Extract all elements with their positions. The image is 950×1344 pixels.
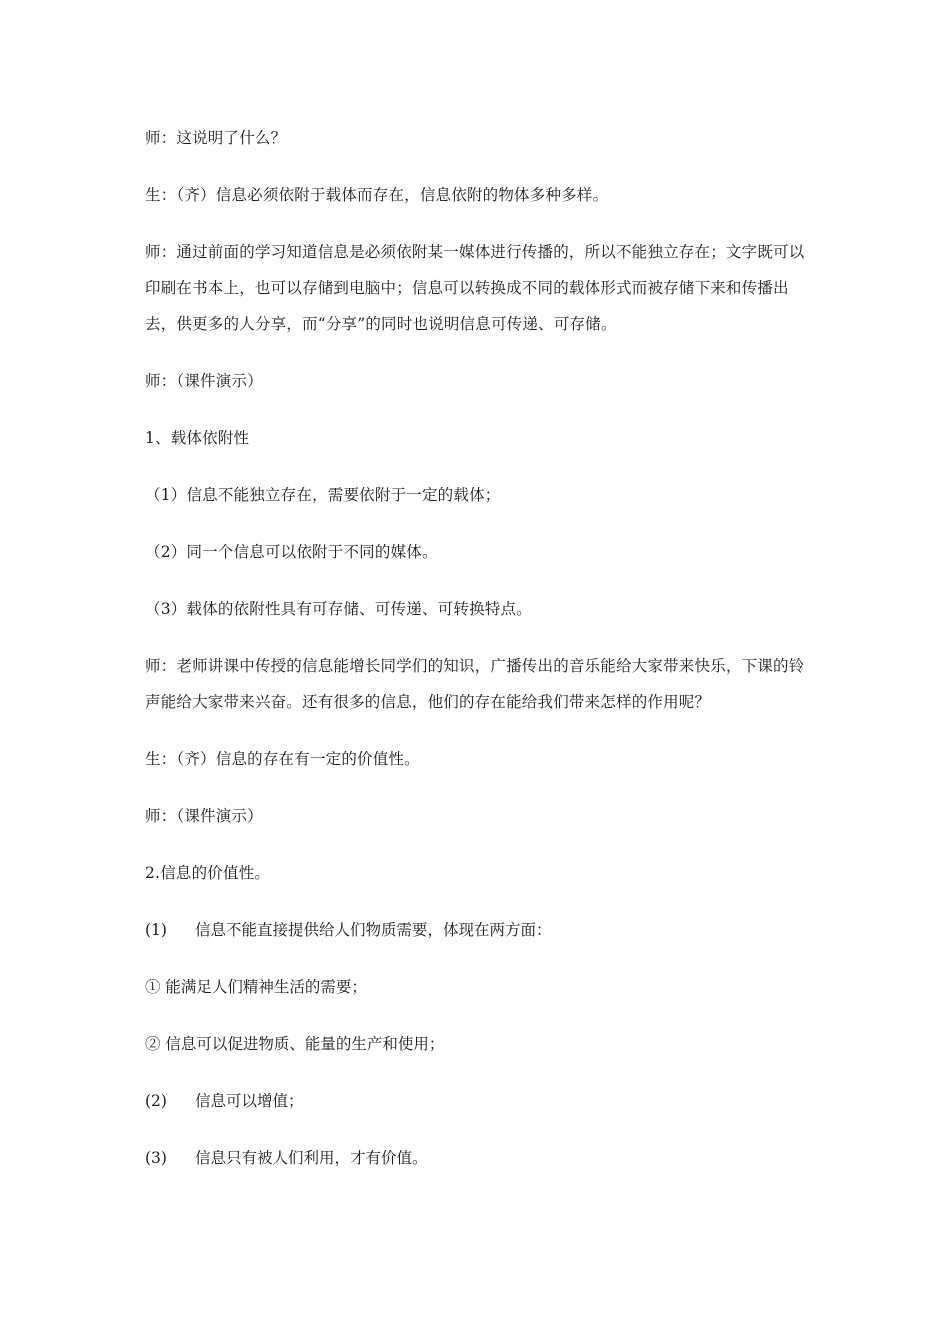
value-item-number: (1) [145,921,167,939]
value-item-number: (3) [145,1149,167,1167]
paragraph-teacher-explanation: 师：通过前面的学习知道信息是必须依附某一媒体进行传播的，所以不能独立存在；文字既可以印刷在书本上，也可以存储到电脑中；信息可以转换成不同的载体形式而被存储下来和传播出去，供更多的人分享，而“分享”的同时也说明信息可传递、可存储。 [145,243,805,333]
value-subitem-text: ① 能满足人们精神生活的需要； [145,978,367,996]
paragraph-courseware-demo-2: 师：（课件演示） [145,807,263,825]
value-item-3 [145,1140,428,1176]
value-item-text: 信息只有被人们利用，才有价值。 [195,1149,428,1167]
value-subitem-text: ② 信息可以促进物质、能量的生产和使用； [145,1035,445,1053]
paragraph-student-answer: 生：（齐）信息必须依附于载体而存在，信息依附的物体多种多样。 [145,186,609,204]
paragraph-student-value: 生：（齐）信息的存在有一定的价值性。 [145,750,420,768]
list-item-1: （1）信息不能独立存在，需要依附于一定的载体； [145,486,501,504]
paragraph-courseware-demo: 师：（课件演示） [145,372,263,390]
paragraph-teacher-question: 师：这说明了什么？ [145,129,287,147]
value-item-text: 信息可以增值； [195,1092,304,1110]
value-item-number: (2) [145,1092,167,1110]
value-item-1 [145,912,552,948]
value-subitem-2 [145,1026,444,1062]
list-item-2: （2）同一个信息可以依附于不同的媒体。 [145,543,438,561]
value-subitem-1 [145,969,367,1005]
paragraph-teacher-value: 师：老师讲课中传授的信息能增长同学们的知识，广播传出的音乐能给大家带来快乐，下课的铃声能给大家带来兴奋。还有很多的信息，他们的存在能给我们带来怎样的作用呢？ [145,657,805,711]
heading-value: 2.信息的价值性。 [145,864,271,882]
value-item-text: 信息不能直接提供给人们物质需要，体现在两方面： [195,921,552,939]
value-item-2 [145,1083,304,1119]
heading-carrier-dependence: 1、载体依附性 [145,429,250,447]
list-item-3: （3）载体的依附性具有可存储、可传递、可转换特点。 [145,600,532,618]
